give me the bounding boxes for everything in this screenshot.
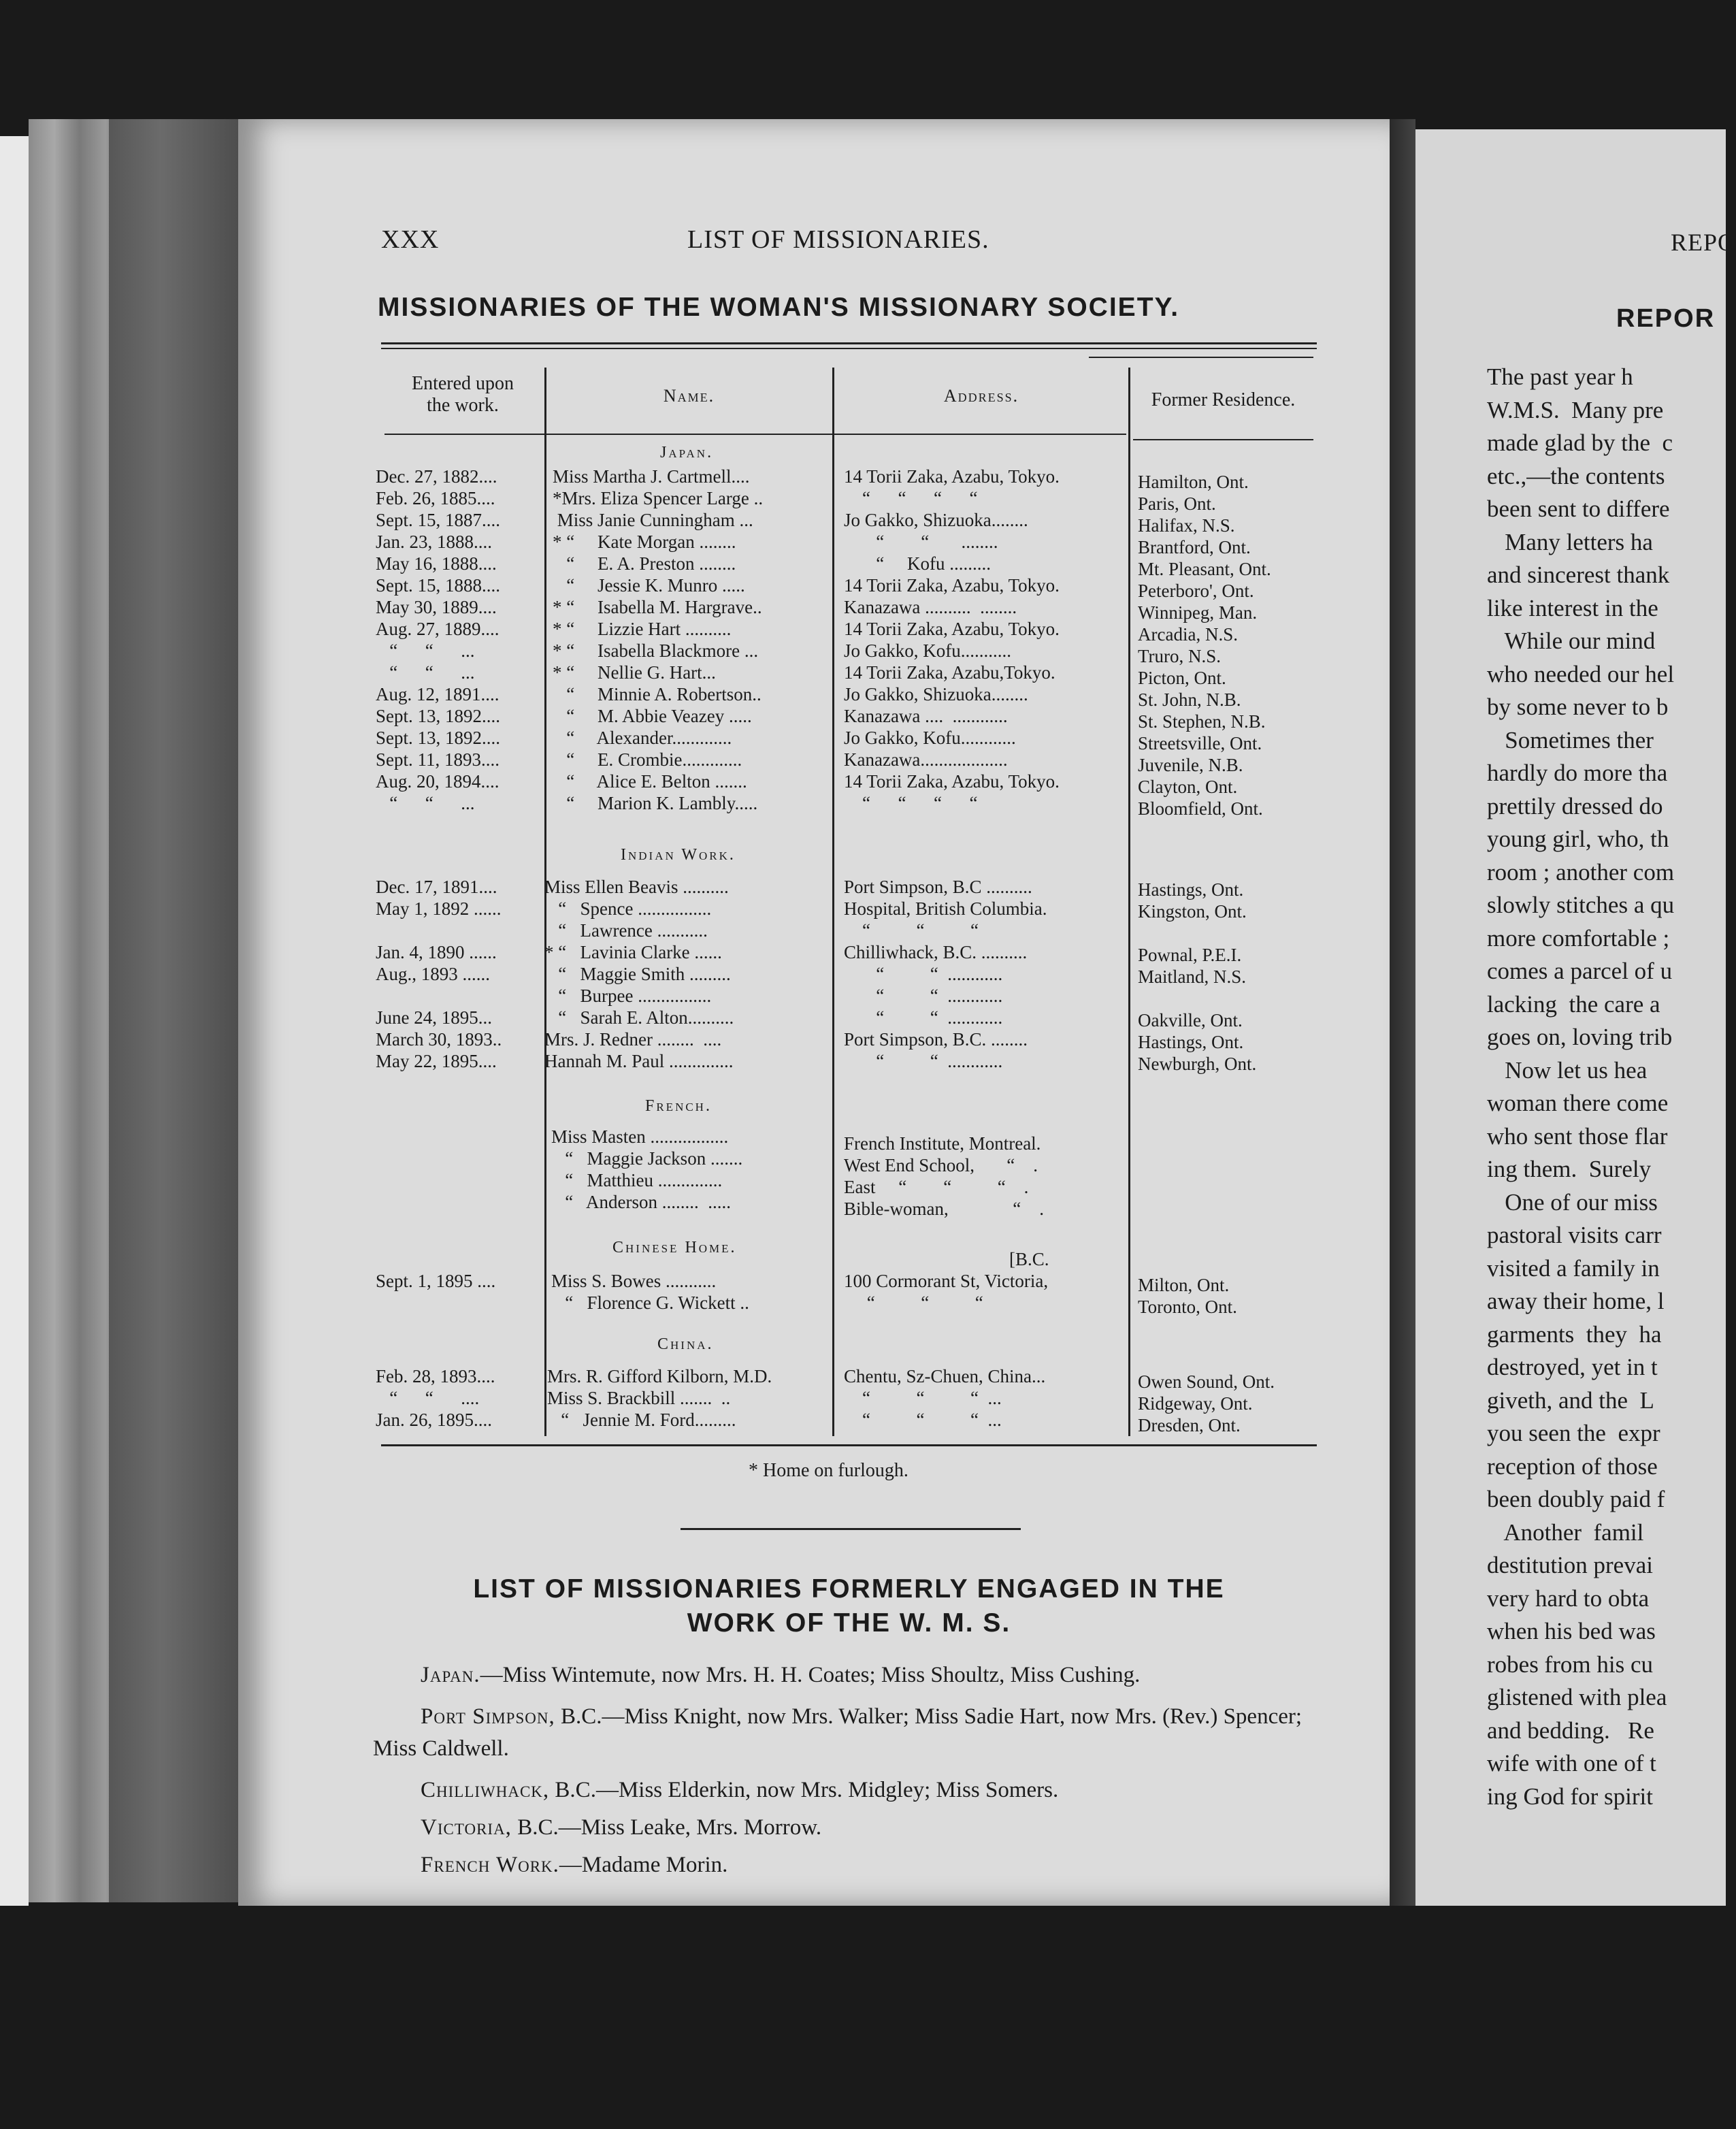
cell-residence: Hastings, Ont. xyxy=(1138,1032,1244,1052)
cell-address: “ “ “ ... xyxy=(844,1410,1002,1430)
cell-address: East “ “ “ . xyxy=(844,1177,1029,1197)
cell-address: Kanazawa .......... ........ xyxy=(844,597,1017,617)
cell-residence xyxy=(1138,988,1322,1009)
cell-name: Mrs. J. Redner ........ .... xyxy=(544,1029,722,1050)
cell-date: Feb. 26, 1885.... xyxy=(376,488,495,508)
cell-name: “ Maggie Jackson ....... xyxy=(551,1148,743,1169)
cell-address: 14 Torii Zaka, Azabu, Tokyo. xyxy=(844,771,1060,792)
cell-name: Miss Masten ................. xyxy=(551,1126,729,1147)
text-line: been doubly paid f xyxy=(1487,1486,1665,1512)
cell-name: “ Maggie Smith ......... xyxy=(544,964,731,984)
cell-address: Port Simpson, B.C .......... xyxy=(844,877,1032,897)
cell-date: May 22, 1895.... xyxy=(376,1051,497,1071)
text-line: hardly do more tha xyxy=(1487,760,1668,786)
text-line: Sometimes ther xyxy=(1487,726,1654,753)
cell-address: Hospital, British Columbia. xyxy=(844,898,1047,919)
text-line: Now let us hea xyxy=(1487,1056,1648,1084)
cell-date: “ “ ... xyxy=(376,793,475,813)
bottom-rule xyxy=(381,1444,1317,1446)
cell-residence xyxy=(1138,1252,1322,1274)
cell-residence: Dresden, Ont. xyxy=(1138,1415,1241,1435)
cell-address: 14 Torii Zaka, Azabu, Tokyo. xyxy=(844,619,1060,639)
text-line: One of our miss xyxy=(1487,1188,1658,1216)
cell-date xyxy=(376,920,546,941)
cell-residence: Maitland, N.S. xyxy=(1138,966,1246,987)
cell-name: “ E. A. Preston ........ xyxy=(553,553,736,574)
top-rule-thin xyxy=(381,348,1317,349)
cell-name: Miss S. Bowes ........... xyxy=(551,1271,717,1291)
cell-name: “ Lawrence ........... xyxy=(544,920,708,941)
text-line: Another famil xyxy=(1487,1518,1644,1546)
cell-residence: Toronto, Ont. xyxy=(1138,1297,1237,1317)
text-line: more comfortable ; xyxy=(1487,924,1670,952)
cell-name: *Mrs. Eliza Spencer Large .. xyxy=(553,488,764,508)
cell-name: “ Matthieu .............. xyxy=(551,1170,723,1190)
right-heading: REPOR xyxy=(1616,304,1716,333)
cell-residence: Juvenile, N.B. xyxy=(1138,755,1243,775)
cell-address: “ “ “ xyxy=(844,1293,983,1313)
text-line: who sent those flar xyxy=(1487,1122,1668,1150)
cell-address: “ “ ............ xyxy=(844,1051,1003,1071)
former-list xyxy=(373,1659,1319,1881)
cell-date: Aug. 12, 1891.... xyxy=(376,684,499,704)
cell-name: “ Minnie A. Robertson.. xyxy=(553,684,761,704)
cell-address: Port Simpson, B.C. ........ xyxy=(844,1029,1028,1050)
section-divider xyxy=(681,1528,1021,1530)
text-line: visited a family in xyxy=(1487,1254,1660,1282)
text-line: giveth, and the L xyxy=(1487,1386,1654,1414)
cell-date: “ “ ... xyxy=(376,662,475,683)
section-label-china: China. xyxy=(657,1335,714,1353)
entry-text: B.C.—Miss Elderkin, now Mrs. Midgley; Miss Somers. xyxy=(549,1778,1059,1802)
former-entry-french-work xyxy=(373,1849,1319,1881)
cell-address: 14 Torii Zaka, Azabu,Tokyo. xyxy=(844,662,1055,683)
cell-name: Miss Ellen Beavis .......... xyxy=(544,877,729,897)
cell-name: “ Alice E. Belton ....... xyxy=(553,771,747,792)
cell-name: “ Anderson ........ ..... xyxy=(551,1192,731,1212)
header-entered: Entered upon the work. xyxy=(411,373,514,416)
cell-address: Jo Gakko, Shizuoka........ xyxy=(844,684,1028,704)
section-label-french: French. xyxy=(645,1097,712,1115)
book-edge-left xyxy=(0,136,29,1906)
text-line: very hard to obta xyxy=(1487,1584,1650,1612)
text-line: and sincerest thank xyxy=(1487,562,1670,588)
page-title: MISSIONARIES OF THE WOMAN'S MISSIONARY SOCIETY. xyxy=(378,293,1180,322)
cell-residence: Ridgeway, Ont. xyxy=(1138,1393,1253,1414)
text-line: garments they ha xyxy=(1487,1320,1662,1348)
cell-date: Feb. 28, 1893.... xyxy=(376,1366,495,1386)
cell-address: “ “ “ “ xyxy=(844,488,978,508)
text-line: prettily dressed do xyxy=(1487,792,1663,819)
cell-address: “ “ ........ xyxy=(844,532,998,552)
cell-date: Aug. 27, 1889.... xyxy=(376,619,499,639)
cell-date: Dec. 17, 1891.... xyxy=(376,877,497,897)
cell-address: “ “ ............ xyxy=(844,964,1003,984)
text-line: woman there come xyxy=(1487,1090,1669,1116)
cell-date: Sept. 13, 1892.... xyxy=(376,706,501,726)
cell-date: Sept. 13, 1892.... xyxy=(376,728,501,748)
entry-text: B.C.—Miss Leake, Mrs. Morrow. xyxy=(511,1815,822,1840)
entry-text: —Miss Wintemute, now Mrs. H. H. Coates; Miss Shoultz, Miss Cushing. xyxy=(480,1663,1141,1687)
text-line: and bedding. Re xyxy=(1487,1717,1654,1744)
cell-name: * “ Lizzie Hart .......... xyxy=(553,619,732,639)
cell-name: * “ Lavinia Clarke ...... xyxy=(544,942,722,962)
cell-date: May 1, 1892 ...... xyxy=(376,898,502,919)
cell-address: [B.C. xyxy=(844,1249,1049,1269)
cell-residence: Milton, Ont. xyxy=(1138,1275,1230,1295)
cell-residence: Peterboro', Ont. xyxy=(1138,581,1254,601)
cell-residence: Owen Sound, Ont. xyxy=(1138,1371,1275,1392)
cell-address: “ “ “ ... xyxy=(844,1388,1002,1408)
text-line: The past year h xyxy=(1487,363,1633,390)
cell-date: Jan. 26, 1895.... xyxy=(376,1410,492,1430)
book-spine-shadow xyxy=(109,119,238,1902)
text-line: been sent to differe xyxy=(1487,495,1670,522)
cell-address: Bible-woman, “ . xyxy=(844,1199,1044,1219)
text-line: Many letters ha xyxy=(1487,528,1653,555)
cell-date: Sept. 15, 1888.... xyxy=(376,575,501,596)
cell-date: Dec. 27, 1882.... xyxy=(376,466,497,487)
cell-name: Miss Martha J. Cartmell.... xyxy=(553,466,750,487)
column-divider-2 xyxy=(832,368,834,1436)
cell-name: “ Burpee ................ xyxy=(544,986,712,1006)
cell-name: “ Marion K. Lambly..... xyxy=(553,793,758,813)
cell-address: “ Kofu ......... xyxy=(844,553,991,574)
right-page-text xyxy=(1487,361,1726,1813)
cell-address: 100 Cormorant St, Victoria, xyxy=(844,1271,1049,1291)
cell-residence: Mt. Pleasant, Ont. xyxy=(1138,559,1271,579)
page-header xyxy=(381,225,1334,259)
cell-name: Hannah M. Paul .............. xyxy=(544,1051,734,1071)
former-entry-victoria xyxy=(373,1812,1319,1844)
entry-place: Chilliwhack, xyxy=(421,1778,550,1802)
header-name: Name. xyxy=(663,386,715,406)
cell-residence: Clayton, Ont. xyxy=(1138,777,1238,797)
cell-residence: Picton, Ont. xyxy=(1138,668,1226,688)
text-line: slowly stitches a qu xyxy=(1487,892,1675,918)
text-line: reception of those xyxy=(1487,1452,1658,1480)
header-residence: Former Residence. xyxy=(1151,389,1296,410)
cell-residence: Streetsville, Ont. xyxy=(1138,733,1262,753)
cell-name: “ M. Abbie Veazey ..... xyxy=(553,706,752,726)
cell-date: Jan. 4, 1890 ...... xyxy=(376,942,497,962)
former-entry-port-simpson xyxy=(373,1701,1319,1765)
text-line: by some never to b xyxy=(1487,694,1669,720)
section-label-chinese-home: Chinese Home. xyxy=(612,1239,737,1256)
cell-residence: Bloomfield, Ont. xyxy=(1138,798,1263,819)
section-label-indian-work: Indian Work. xyxy=(621,846,736,864)
cell-date: “ “ ... xyxy=(376,640,475,661)
header-rule-name xyxy=(548,434,834,435)
cell-name: “ Jessie K. Munro ..... xyxy=(553,575,745,596)
text-line: you seen the expr xyxy=(1487,1420,1660,1446)
text-line: destroyed, yet in t xyxy=(1487,1354,1658,1380)
cell-address: “ “ ............ xyxy=(844,1007,1003,1028)
cell-date: Sept. 11, 1893.... xyxy=(376,749,499,770)
header-rule-address xyxy=(834,434,1126,435)
cell-name: * “ Isabella M. Hargrave.. xyxy=(553,597,762,617)
cell-name: “ Alexander............. xyxy=(553,728,732,748)
section-label-japan: Japan. xyxy=(660,444,714,461)
cell-residence: Paris, Ont. xyxy=(1138,493,1216,514)
text-line: pastoral visits carr xyxy=(1487,1222,1662,1248)
cell-address: Jo Gakko, Shizuoka........ xyxy=(844,510,1028,530)
text-line: ing God for spirit xyxy=(1487,1783,1654,1810)
cell-residence xyxy=(1138,922,1322,944)
text-line: robes from his cu xyxy=(1487,1651,1653,1678)
cell-residence: Arcadia, N.S. xyxy=(1138,624,1238,645)
entry-place: Port Simpson, xyxy=(421,1704,555,1729)
former-entry-chilliwhack xyxy=(373,1774,1319,1806)
cell-address: Jo Gakko, Kofu............ xyxy=(844,728,1016,748)
cell-date: Aug. 20, 1894.... xyxy=(376,771,499,792)
entry-place: French Work. xyxy=(421,1853,559,1877)
cell-residence: Hamilton, Ont. xyxy=(1138,472,1249,492)
cell-residence: Winnipeg, Man. xyxy=(1138,602,1258,623)
entry-place: Japan. xyxy=(421,1663,480,1687)
cell-address: French Institute, Montreal. xyxy=(844,1133,1041,1154)
cell-residence: Truro, N.S. xyxy=(1138,646,1222,666)
cell-address: “ “ “ “ xyxy=(844,793,978,813)
header-address: Address. xyxy=(943,386,1019,406)
cell-residence: Hastings, Ont. xyxy=(1138,879,1244,900)
cell-date: May 30, 1889.... xyxy=(376,597,497,617)
cell-residence: Brantford, Ont. xyxy=(1138,537,1251,557)
cell-address: Kanazawa .... ............ xyxy=(844,706,1008,726)
cell-residence: Halifax, N.S. xyxy=(1138,515,1235,536)
cell-name: * “ Kate Morgan ........ xyxy=(553,532,736,552)
cell-address: 14 Torii Zaka, Azabu, Tokyo. xyxy=(844,575,1060,596)
page-number: XXX xyxy=(381,225,440,254)
cell-date xyxy=(376,985,546,1007)
cell-date xyxy=(376,1248,546,1270)
text-line: made glad by the c xyxy=(1487,429,1673,456)
text-line: goes on, loving trib xyxy=(1487,1024,1673,1050)
entry-place: Victoria, xyxy=(421,1815,512,1840)
text-line: While our mind xyxy=(1487,628,1656,654)
former-list-title-line2: WORK OF THE W. M. S. xyxy=(687,1608,1011,1638)
header-rule-entered xyxy=(384,434,548,435)
cell-name: “ Sarah E. Alton.......... xyxy=(544,1007,734,1028)
cell-address: “ “ “ xyxy=(844,920,979,941)
cell-residence: St. Stephen, N.B. xyxy=(1138,711,1266,732)
cell-residence: Pownal, P.E.I. xyxy=(1138,945,1242,965)
cell-address: West End School, “ . xyxy=(844,1155,1038,1175)
running-head: LIST OF MISSIONARIES. xyxy=(687,225,989,254)
text-line: destitution prevai xyxy=(1487,1552,1653,1578)
text-line: when his bed was xyxy=(1487,1618,1656,1644)
header-rule-residence xyxy=(1133,439,1313,440)
entry-text: B.C.—Miss Knight, now Mrs. Walker; Miss Sadie Hart, now Mrs. (Rev.) Spencer; Miss Caldwell. xyxy=(373,1704,1303,1761)
cell-residence: Newburgh, Ont. xyxy=(1138,1054,1257,1074)
cell-name: “ Jennie M. Ford......... xyxy=(547,1410,736,1430)
cell-date: “ “ .... xyxy=(376,1388,480,1408)
cell-residence: Kingston, Ont. xyxy=(1138,901,1247,922)
cell-address: Chilliwhack, B.C. .......... xyxy=(844,942,1028,962)
text-line: young girl, who, th xyxy=(1487,826,1669,852)
cell-date: June 24, 1895... xyxy=(376,1007,492,1028)
cell-date: March 30, 1893.. xyxy=(376,1029,502,1050)
text-line: wife with one of t xyxy=(1487,1750,1656,1776)
cell-name: “ E. Crombie............. xyxy=(553,749,742,770)
cell-name: * “ Isabella Blackmore ... xyxy=(553,640,759,661)
cell-name: * “ Nellie G. Hart... xyxy=(553,662,716,683)
cell-date: Jan. 23, 1888.... xyxy=(376,532,492,552)
text-line: lacking the care a xyxy=(1487,990,1660,1018)
text-line: away their home, l xyxy=(1487,1288,1665,1314)
cell-residence: St. John, N.B. xyxy=(1138,689,1241,710)
cell-address: Kanazawa................... xyxy=(844,749,1008,770)
cell-date: Sept. 1, 1895 .... xyxy=(376,1271,496,1291)
cell-date xyxy=(376,1292,546,1314)
cell-name: Miss S. Brackbill ....... .. xyxy=(547,1388,731,1408)
cell-name: Miss Janie Cunningham ... xyxy=(553,510,753,530)
cell-date: Aug., 1893 ...... xyxy=(376,964,490,984)
text-line: glistened with plea xyxy=(1487,1684,1667,1710)
text-line: W.M.S. Many pre xyxy=(1487,396,1664,423)
cell-residence: Oakville, Ont. xyxy=(1138,1010,1243,1030)
top-rule-right xyxy=(1089,357,1313,358)
text-line: comes a parcel of u xyxy=(1487,958,1673,984)
cell-address: Jo Gakko, Kofu........... xyxy=(844,640,1011,661)
text-line: etc.,—the contents xyxy=(1487,462,1665,489)
top-rule xyxy=(381,342,1317,344)
text-line: ing them. Surely xyxy=(1487,1156,1652,1182)
right-running-head: REPO xyxy=(1671,229,1736,256)
footnote: * Home on furlough. xyxy=(749,1460,908,1481)
cell-address: 14 Torii Zaka, Azabu, Tokyo. xyxy=(844,466,1060,487)
cell-date: Sept. 15, 1887.... xyxy=(376,510,501,530)
entry-text: —Madame Morin. xyxy=(559,1853,728,1877)
cell-date: May 16, 1888.... xyxy=(376,553,497,574)
cell-name: “ Spence ................ xyxy=(544,898,712,919)
text-line: who needed our hel xyxy=(1487,660,1675,687)
cell-name xyxy=(551,1248,830,1270)
cell-address: “ “ ............ xyxy=(844,986,1003,1006)
text-line: room ; another com xyxy=(1487,858,1675,885)
cell-name: “ Florence G. Wickett .. xyxy=(551,1293,749,1313)
former-list-title-line1: LIST OF MISSIONARIES FORMERLY ENGAGED IN THE xyxy=(473,1574,1225,1604)
cell-address: Chentu, Sz-Chuen, China... xyxy=(844,1366,1046,1386)
cell-name: Mrs. R. Gifford Kilborn, M.D. xyxy=(547,1366,772,1386)
text-line: like interest in the xyxy=(1487,594,1658,621)
former-list-title xyxy=(381,1572,1317,1640)
book-gutter xyxy=(1390,119,1415,1906)
former-entry-japan xyxy=(373,1659,1319,1691)
